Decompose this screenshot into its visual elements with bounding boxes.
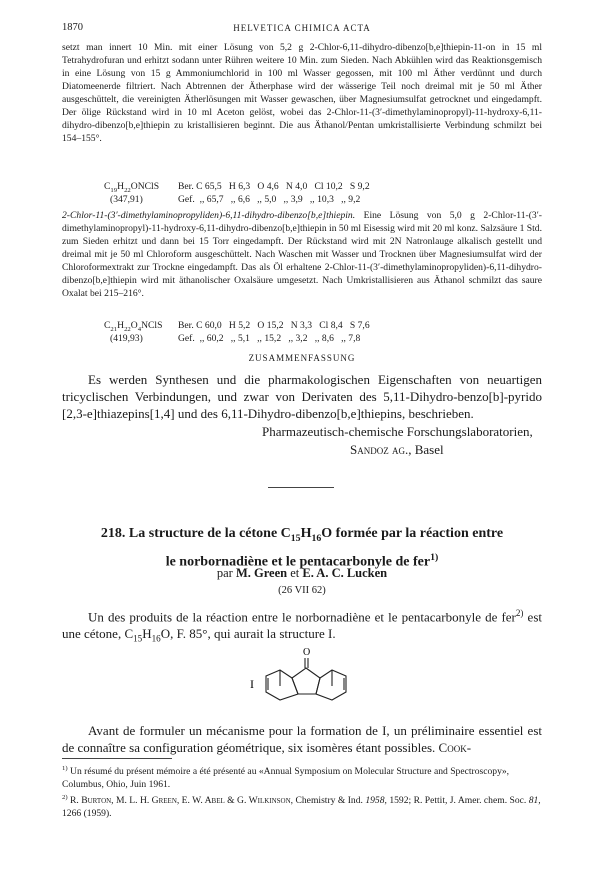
compound-name: 2-Chlor-11-(3′-dimethylaminopropyliden)-6,11-dihydro-dibenzo[b,e]thiepin. [62, 210, 356, 221]
molecular-weight: (419,93) [110, 333, 143, 344]
chemical-structure-I [232, 646, 392, 708]
affiliation-line-1: Pharmazeutisch-chemische Forschungslaboratorien, [262, 424, 533, 439]
intro-paragraph: Un des produits de la réaction entre le norbornadiène et le pentacarbonyle de fer$^{2)}$ est une cétone, $C_{15}H_{16}O$, F. 85°, qui aurait la structure I. [62, 608, 542, 644]
calculated-values: Ber. C 65,5 H 6,3 O 4,6 N 4,0 Cl 10,2 S 9,2 [178, 181, 370, 192]
elemental-analysis-1 [104, 180, 524, 208]
summary-text: Es werden Synthesen und die pharmakologischen Eigenschaften von neuartigen tricyclischen Verbindungen, und zwar von Derivaten des 5,11-Dihydro-benzo[b]-pyrido [2,3-e]thiazepins[1,4] und des 6,11-Dihydro-dibenzo[b,e]thiepins, beschrieben. [62, 372, 542, 421]
molecular-formula: $C_{21}H_{22}O_4NClS$ [104, 320, 163, 333]
oxygen-atom: O [303, 647, 311, 658]
procedure-text: Eine Lösung von 5,0 g 2-Chlor-11-(3′-dimethylaminopropyl)-11-hydroxy-6,11-dihydro-dibenzo[b,e]thiepin in 50 ml Eisessig wird mit 20 ml konz. Salzsäure 1 Std. zum Sieden erhitzt und dann bei 15 Torr eingedampft. Der Rückstand wird mit 2N Natronlauge alkalisch gestellt und dreimal mit je 50 ml Chloroform ausgeschüttelt. Nach Waschen mit Wasser und Trocknen über Magnesiumsulfat wird der Chloroformextrakt zur Trockne eingedampft. Das als Öl erhaltene 2-Chlor-11-(3′-dimethylaminopropyliden)-6,11-dihydro-dibenzo[b,e]thiepin wird mit äthanolischer Oxalsäure umgesetzt. Nach Umkristallisieren aus Äthanol schmilzt das saure Oxalat bei 215–216°. [62, 210, 542, 299]
section-separator [268, 487, 334, 488]
found-values: Gef. ,, 65,7 ,, 6,6 ,, 5,0 ,, 3,9 ,, 10,3 ,, 9,2 [178, 194, 361, 205]
article-date: (26 VII 62) [278, 585, 326, 596]
calculated-values: Ber. C 60,0 H 5,2 O 15,2 N 3,3 Cl 8,4 S 7,6 [178, 320, 370, 331]
journal-name: HELVETICA CHIMICA ACTA [233, 23, 371, 33]
section-heading: ZUSAMMENFASSUNG [248, 353, 356, 363]
article-title: 218. La structure de la cétone $C_{15}H_{16}O$ formée par la réaction entre le norbornadiène et le pentacarbonyle de fer$^{1)}$ [100, 526, 504, 570]
paragraph-procedure-1: setzt man innert 10 Min. mit einer Lösung von 5,2 g 2-Chlor-6,11-dihydro-dibenzo[b,e]thiepin-11-on in 15 ml Tetrahydrofuran und erhitzt sodann unter Rühren weitere 10 Min. zum Sieden. Nach Abkühlen wird das Reaktionsgemisch in eine Lösung von 15 g Ammoniumchlorid in 100 ml Wasser gegossen, mit 100 ml Äther verdünnt und durch Diatomeenerde filtriert. Nach Abtrennen der Ätherphase wird der wässerige Teil noch dreimal mit je 50 ml Äther ausgeschüttelt, die vereinigten Ätherlösungen mit Wasser gewaschen, über Magnesiumsulfat getrocknet und eingedampft. Der ölige Rückstand wird in 10 ml Aceton gelöst, wobei das 2-Chlor-11-(3′-dimethylaminopropyl)-11-hydroxy-6,11-dihydro-dibenzo[b,e]thiepin zu kristallisieren beginnt. Die aus Äthanol/Pentan umkristallisierte Verbindung schmilzt bei 154–155°. [62, 42, 542, 144]
elemental-analysis-2 [104, 319, 524, 347]
molecular-weight: (347,91) [110, 194, 143, 205]
molecular-formula: $C_{19}H_{22}ONClS$ [104, 181, 160, 194]
found-values: Gef. ,, 60,2 ,, 5,1 ,, 15,2 ,, 3,2 ,, 8,6 ,, 7,8 [178, 333, 361, 344]
structure-label: I [250, 677, 254, 691]
affiliation-line-2: Sandoz ag., Basel [350, 442, 444, 457]
body-paragraph: Avant de formuler un mécanisme pour la formation de I, un préliminaire essentiel est de connaître sa configuration géométrique, six isomères étant possibles. Cook- [62, 723, 542, 755]
footnote-1: $^{1)}$ Un résumé du présent mémoire a été présenté au «Annual Symposium on Molecular Structure and Spectroscopy», Columbus, Ohio, Juin 1961. [62, 765, 510, 791]
article-authors: par M. Green et E. A. C. Lucken [216, 566, 388, 580]
page-number: 1870 [62, 22, 83, 33]
paragraph-procedure-2 [62, 209, 542, 300]
footnote-rule [62, 758, 172, 759]
footnote-2: $^{2)}$ R. Burton, M. L. H. Green, E. W. Abel & G. Wilkinson, Chemistry & Ind. 1958, 1592; R. Pettit, J. Amer. chem. Soc. 81, 1266 (1959). [62, 794, 541, 820]
